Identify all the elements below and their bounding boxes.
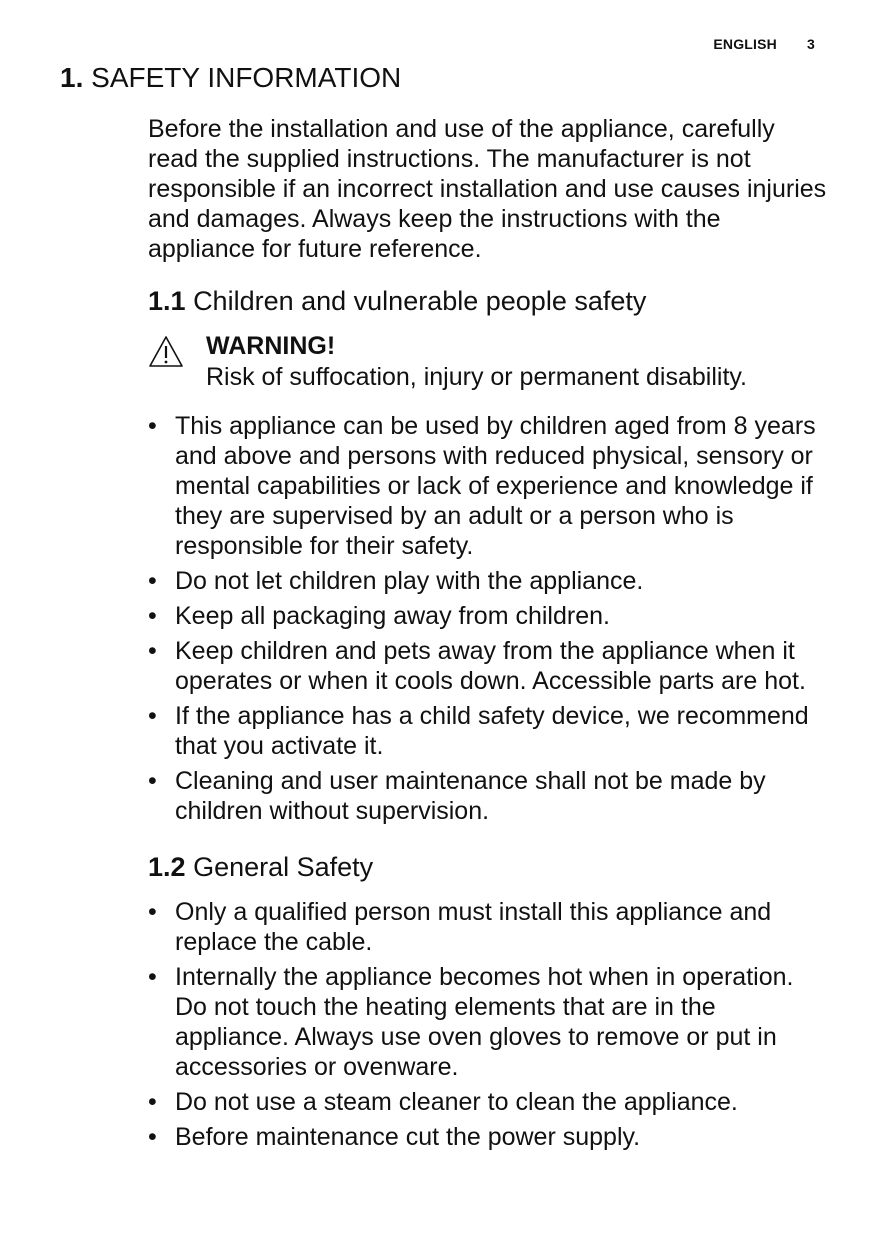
warning-body: Risk of suffocation, injury or permanent disability. bbox=[206, 363, 747, 391]
section-title-text: SAFETY INFORMATION bbox=[91, 62, 402, 93]
subsection-number: 1.1 bbox=[148, 286, 186, 316]
bullet-icon: • bbox=[148, 567, 157, 595]
main-content bbox=[148, 114, 828, 1157]
bullet-icon: • bbox=[148, 767, 157, 795]
bullet-icon: • bbox=[148, 702, 157, 730]
bullet-icon: • bbox=[148, 1088, 157, 1116]
list-item: • Keep children and pets away from the appliance when it operates or when it cools down. Accessible parts are hot. bbox=[148, 637, 806, 695]
list-item: • Keep all packaging away from children. bbox=[148, 602, 610, 630]
bullet-icon: • bbox=[148, 412, 157, 440]
warning-title: WARNING! bbox=[206, 332, 336, 360]
warning-box bbox=[148, 331, 828, 393]
bullet-icon: • bbox=[148, 637, 157, 665]
list-item: • Only a qualified person must install this appliance and replace the cable. bbox=[148, 898, 772, 956]
subsection-title-text: General Safety bbox=[193, 852, 374, 882]
list-item: • Do not use a steam cleaner to clean the appliance. bbox=[148, 1088, 738, 1116]
general-safety-list bbox=[148, 897, 828, 1152]
subsection-general-title bbox=[148, 852, 828, 883]
list-item: • This appliance can be used by children aged from 8 years and above and persons with reduced physical, sensory or mental capabilities or lack of experience and knowledge if they are supervised by an adult or a person who is responsible for their safety. bbox=[148, 412, 816, 560]
list-item: • If the appliance has a child safety device, we recommend that you activate it. bbox=[148, 702, 809, 760]
page-header bbox=[713, 36, 815, 52]
warning-text bbox=[206, 331, 747, 393]
subsection-number: 1.2 bbox=[148, 852, 186, 882]
intro-paragraph: Before the installation and use of the appliance, carefully read the supplied instructions. The manufacturer is not responsible if an incorrect installation and use causes injuries and damages. Always keep the instructions with the appliance for future reference. bbox=[148, 115, 827, 263]
section-title bbox=[60, 62, 401, 94]
list-item: • Before maintenance cut the power supply. bbox=[148, 1123, 641, 1151]
bullet-icon: • bbox=[148, 1123, 157, 1151]
page-number: 3 bbox=[807, 36, 815, 52]
list-item: • Internally the appliance becomes hot when in operation. Do not touch the heating elements that are in the appliance. Always use oven gloves to remove or put in accessories or ovenware. bbox=[148, 963, 794, 1081]
section-number: 1. bbox=[60, 62, 84, 93]
list-item: • Cleaning and user maintenance shall not be made by children without supervision. bbox=[148, 767, 766, 825]
warning-triangle-icon bbox=[148, 335, 184, 369]
bullet-icon: • bbox=[148, 898, 157, 926]
header-language: ENGLISH bbox=[713, 36, 777, 52]
bullet-icon: • bbox=[148, 602, 157, 630]
subsection-children-title bbox=[148, 286, 828, 317]
subsection-title-text: Children and vulnerable people safety bbox=[193, 286, 647, 316]
children-safety-list bbox=[148, 411, 828, 826]
bullet-icon: • bbox=[148, 963, 157, 991]
list-item: • Do not let children play with the appliance. bbox=[148, 567, 644, 595]
